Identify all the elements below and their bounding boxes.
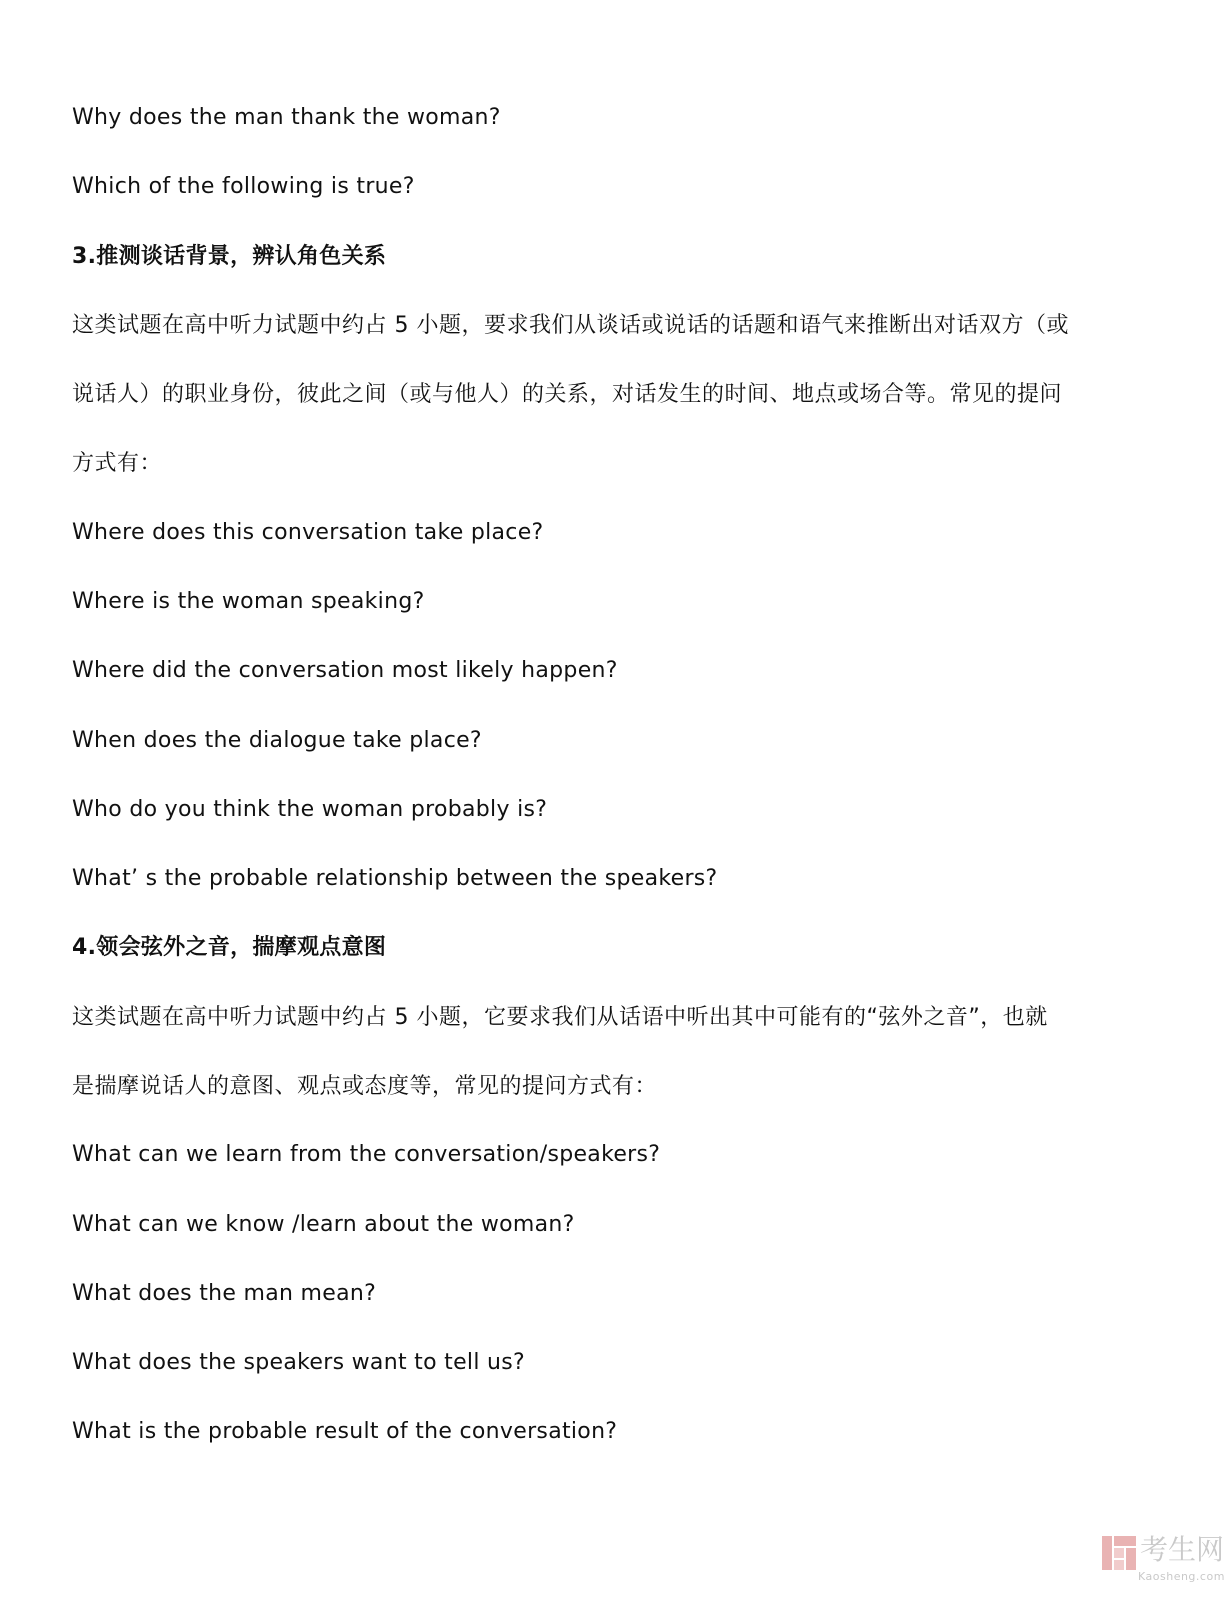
question-line: Which of the following is true? [72, 174, 415, 199]
question-line: What can we know /learn about the woman? [72, 1212, 575, 1237]
question-line: What can we learn from the conversation/speakers? [72, 1142, 661, 1167]
question-line: When does the dialogue take place? [72, 728, 482, 753]
question-line: What’ s the probable relationship between the speakers? [72, 866, 718, 891]
question-line: What does the speakers want to tell us? [72, 1350, 526, 1375]
section-heading: 3.推测谈话背景，辨认角色关系 [72, 244, 387, 269]
question-line: What is the probable result of the conversation? [72, 1419, 618, 1444]
question-line: What does the man mean? [72, 1281, 377, 1306]
watermark [1100, 1530, 1225, 1590]
paragraph-line: 这类试题在高中听力试题中约占 5 小题，要求我们从谈话或说话的话题和语气来推断出对话双方（或 [72, 313, 1069, 338]
watermark-subtext: Kaosheng.com [1138, 1570, 1225, 1583]
section-heading: 4.领会弦外之音，揣摩观点意图 [72, 935, 387, 960]
paragraph-line: 说话人）的职业身份，彼此之间（或与他人）的关系，对话发生的时间、地点或场合等。常见的提问 [72, 382, 1063, 407]
paragraph-line: 方式有： [72, 451, 163, 476]
question-line: Why does the man thank the woman? [72, 105, 501, 130]
paragraph-line: 是揣摩说话人的意图、观点或态度等，常见的提问方式有： [72, 1074, 658, 1099]
paragraph-line: 这类试题在高中听力试题中约占 5 小题，它要求我们从话语中听出其中可能有的“弦外之音”，也就 [72, 1005, 1048, 1030]
question-line: Where does this conversation take place? [72, 520, 544, 545]
kaosheng-logo-icon [1100, 1534, 1138, 1572]
question-line: Who do you think the woman probably is? [72, 797, 548, 822]
question-line: Where did the conversation most likely happen? [72, 658, 618, 683]
watermark-text: 考生网 [1140, 1533, 1225, 1566]
question-line: Where is the woman speaking? [72, 589, 425, 614]
